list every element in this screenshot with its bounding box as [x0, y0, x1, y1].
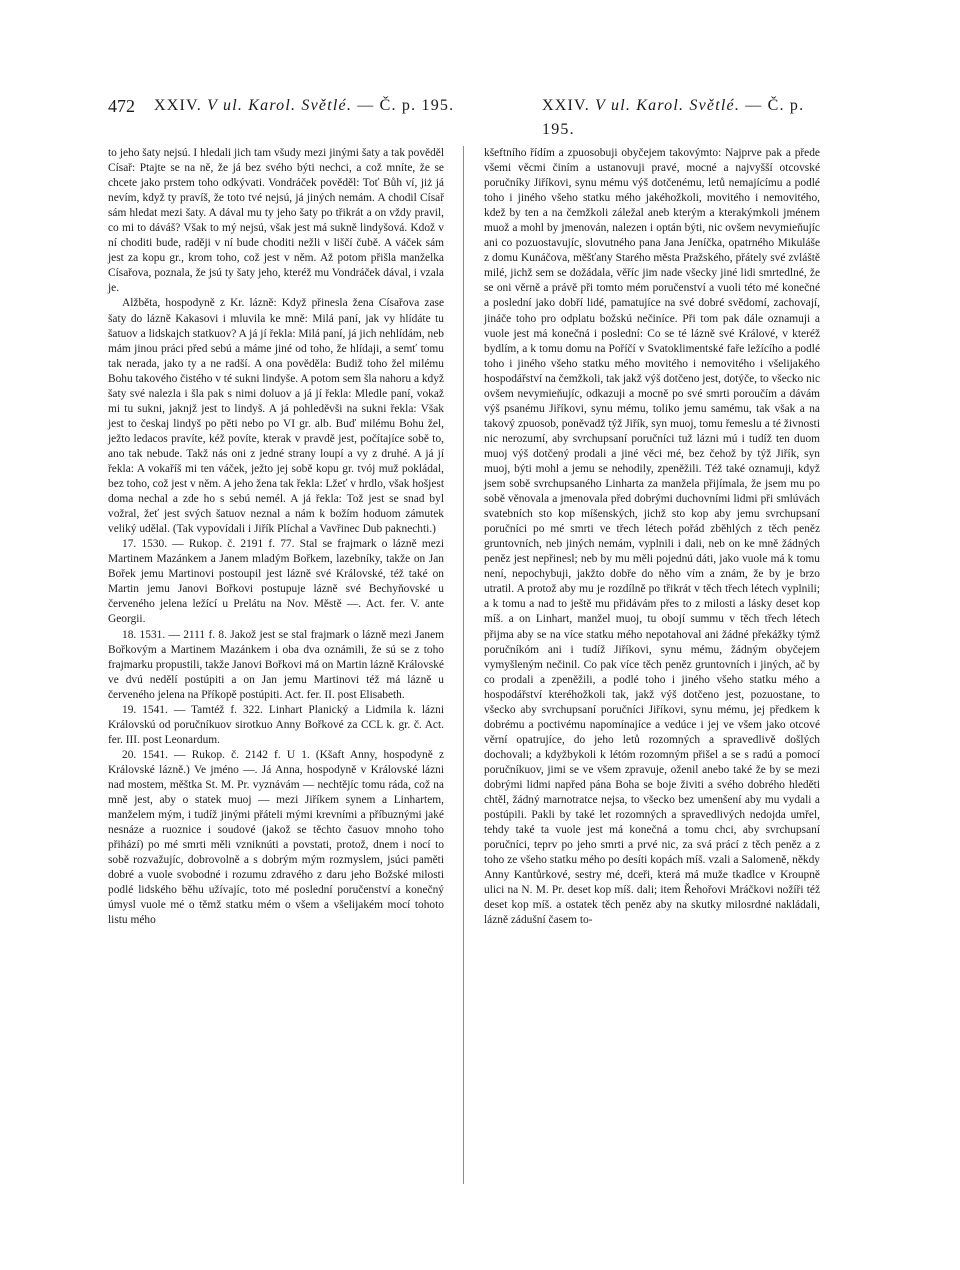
paragraph: 20. 1541. — Rukop. č. 2142 f. U 1. (Kšaft Anny, hospodyně z Královské lázně.) Ve jméno —. Já Anna, hospodyně v Královské lázni nad mostem, měštka St. M. Pr. vyznávám — nechtějíc tomu ráda, což na mně jest, aby o statek muoj — mezi Jiříkem synem a Linhartem, manželem mým, i tudíž jinými přáteli mými krevními a příbuznými jaké nesnáze a ruoznice i soudové (jakož se těchto časuov mnoho toho přihází) po mé smrti měli vzniknúti a povstati, protož, dnem i nocí to sobě rozvažujíc, dobrovolně a s dobrým mým rozmyslem, jsúci paměti dobré a vuole svobodné i rozumu zdravého z daru jeho Božské milosti podlé lidského běhu užívajíc, toto mé poslední poručenství a konečný úmysl vuole mé o těmž statku mém o všem a všelijakém mocí tohoto listu mého — [108, 748, 444, 927]
header-left-title: V ul. Karol. Světlé. — [207, 97, 353, 114]
header-left-cp: Č. p. 195. — [379, 97, 455, 114]
left-column — [108, 146, 444, 928]
paragraph: Alžběta, hospodyně z Kr. lázně: Když přinesla žena Císařova zase šaty do lázně Kakasovi i mluvila ke mně: Milá paní, jak vy hlídáte tu šatuov a lidskajch statkuov? A já jí řekla: Milá paní, já jich nehlídám, neb mám jinou práci před sebú a máme jiné od toho, že hlídaji, a semť tomu tak nerada, jako ty a ne radší. A ona pověděla: Budiž toho žel milému Bohu takového čistého v té sukni lindyše. A potom sem šla nahoru a když šaty své nalezla i šla pak s nimi doluov a já jí řekla: Mledle paní, vokaž mi tu sukni, jaknjž jest to lindyš. A já pohleděvši na sukni řekla: Však jest to českaj lindyš po pěti nebo po VI gr. alb. Buď milému Bohu žel, ježto ledacos pravíte, kéž povíte, kterak v pravdě jest, počítajíce sobě to, ano tak nebude. Takž nás oni z jedné strany loupí a vy z druhé. A já jí řekla: A vokaříš mi ten váček, ježto jej sobě kopu gr. tvój muž pokládal, bez toho, což jest v něm. A jeho žena tak řekla: Lžeť v hrdlo, však hošjest doma nechal a zde ho s sebú nemél. A já řekla: Tož jest se snad byl vožral, žeť jest svých šatuov neznal a nám k božím hoduom zámutek veliký udělal. (Tak vypovídali i Jiřík Plíchal a Vavřinec Dub paknechti.) — [108, 297, 444, 536]
header-right-dash: — — [745, 97, 763, 114]
header-left-chapter: XXIV. — [154, 97, 202, 114]
header-left — [154, 94, 454, 118]
header-right — [542, 94, 820, 142]
page-number: 472 — [108, 96, 135, 116]
paragraph: 18. 1531. — 2111 f. 8. Jakož jest se stal frajmark o lázně mezi Janem Bořkovým a Martinem Mazánkem i oba dva oznámili, že sú se z toho frajmarku propustili, takže Janovi Bořkovi má on Martin lázně Královské ve dvú nedělí postúpiti a on Jan jemu Martinovi též má lázně u červeného jelena na Příkopě postúpiti. Act. fer. II. post Elisabeth. — [108, 628, 444, 701]
running-header — [108, 94, 820, 138]
header-right-title: V ul. Karol. Světlé. — [595, 97, 741, 114]
paragraph: kšeftního řídím a zpuosobuji obyčejem takovýmto: Najprve pak a přede všemi věcmi činím a ustanovuji pravé, mocné a najvyšší otcovské poručníky Jiříkovi, synu mému výš dotčenému, letů nemajícímu a podlé toho i jiného všeho statku mého jakéhožkoli, movitého i nemovitého, kdež by ten a na čemžkoli záležal aneb kterým a kterakýmkoli jménem muož a mohl by jmenován, nalezen i optán býti, nic ovšem nevymieňujíc ani co pozuostavujíc, slovutného pana Jana Jeníčka, opatrného Mikuláše z domu Kunáčova, měšťany Starého města Pražského, přátely své zvláště milé, jichž sem se dožádala, věříc jim nade všecky jiné lidi smrtedlné, že se oni věrně a právě při tomto mém poručenství a vuoli této mé konečné a poslední jako dobří lidé, pamatujíce na své dobré svědomí, zachovají, jináče toho pro odplatu božskú nečiníce. Při tom pak dále oznamuji a vuole jest má konečná i poslední: Co se té lázně své Králové, v kteréž bydlím, a k tomu domu na Poříčí v Svatoklimentské faře ležícího a podlé toho i jiného všeho statku mého movitého i nemovitého i všelijakého hospodářství na čemžkoli, tak jakž výš dotčeno jest, dotýče, to všecko nic ovšem nevymieňujíc, odkazuji a mocně po své smrti poroučím a dávám výš psanému Jiříkovi, synu mému, toliko jemu samému, tak však a na takový zpuosob, poněvadž týž Jiřík, syn muoj, tomu řemeslu a té živnosti nic nerozumí, aby svrchupsaní poručníci tuž lázni mú i tudíž ten duom muoj výš dotčený prodali a jiné věci mé, bez čehož by týž Jiřík, syn muoj, býti mohl a jemu se nehodily, zpeněžili. Též také oznamuji, když jsem sobě svrchupsaného Linharta za manžela přijímala, že jsem mu po sobě věnovala a jmenovala před dobrými duchovními lidmi při smlúvách svatebních sto kop míšenských, jichž sto kop aby jemu svrchupsaní poručníci po mé smrti ve třech létech pořád zběhlých z těch peněz gruntovních, neb jiných nemám, vyplnili i dali, neb on ke mně žádných peněz jest nepřinesl; neb by mu měli pojednú dáti, jako vuole má k tomu není, nepochybuji, jakžto dobře do něho vím a znám, že by je brzo utratil. A protož aby mu je rozdílně po třikrát v těch třech létech vyplnili; a k tomu a nad to ještě mu přidávám přes to z milosti a lásky deset kop míš. a on Linhart, manžel muoj, tu obojí summu v těch třech létech přijma aby se na více statku mého nepotahoval ani žádné překážky týmž poručníkóm ani i tudíž Jiříkovi, synu mému, žádným obyčejem vymyšleným nečinil. Co pak více těch peněz gruntovních i jiných, ač by co prodali a zpeněžili, a podlé toho i jiného všeho statku mého a hospodářství kteréhožkoli tak, jakž výš dotčeno jest, pozuostane, to všecko aby svrchupsaní poručníci Jiříkovi, synu mému, jej předkem k dobrému a poctivému napomínajíce a vedúce i jej ve všem jako otcové věrní opatrujíce, do jeho letů rozomných a spravedlivě došlých dochovali; a kdyžbykoli k létóm rozomným přišel a se s radú a pomocí poručníkuov, jimi se ve všem zpravuje, oženil anebo také že by se mezi dobrými lidmi napřed pána Boha se boje živiti a svého dobrého hleděti chtěl, žádný marnotratce nejsa, to všecko bez umenšení aby mu vydali a postúpili. Pakli by také let rozomných a spravedlivých nedojda umřel, tehdy také ta vuole jest má konečná a tomu chci, aby svrchupsaní poručníci, teprv po jeho smrti a prvé nic, za svá prácí z těch peněz a z toho ze všeho statku mého po desíti kopách míš. vzali a Salomeně, někdy Anny Kantůrkové, sestry mé, dceři, která má muže tkadlce v Kroupně ulici na N. M. Pr. deset kop míš. dali; item Řehořovi Mráčkovi nožíři též deset kop míš. a ostatek těch peněz aby na skutky milosrdné nakládali, lázně zádušní časem to- — [484, 147, 820, 927]
header-right-chapter: XXIV. — [542, 97, 590, 114]
header-right-cp: Č. p. 195. — [542, 97, 805, 138]
header-left-dash: — — [357, 97, 375, 114]
paragraph: 19. 1541. — Tamtéž f. 322. Linhart Planický a Lidmila k. lázni Královskú od poručníkuov sirotkuo Anny Bořkové za CCL k. gr. č. Act. fer. III. post Leonardum. — [108, 703, 444, 746]
column-divider — [463, 146, 464, 1184]
paragraph: 17. 1530. — Rukop. č. 2191 f. 77. Stal se frajmark o lázně mezi Martinem Mazánkem a Janem mladým Bořkem, lazebníky, takže on Jan Bořek jemu Martinovi postoupil jest lázně své Královské, též také on Martin jemu Janovi Bořkovi postupuje lázně své Bechyňovské u červeného jelena ležící u Prelátu na Nov. Městě —. Act. fer. V. ante Georgii. — [108, 538, 444, 626]
right-column — [484, 146, 820, 928]
paragraph: to jeho šaty nejsú. I hledali jich tam všudy mezi jinými šaty a tak pověděl Císař: Ptajte se na ně, že já bez svého býti nechci, a což mníte, že se chcete jako prstem toho odkývati. Vondráček pověděl: Toť Bůh ví, jiż já nevím, když ty pravíš, že toto tvé nejsú, já jiných nemám. A chodil Císař sám hledat mezi šaty. A dával mu ty jeho šaty po třikrát a on vždy pravil, co mi to dáváš? Však to mý nejsú, však jest má sukně lindyšová. Kdož v ní choditi bude, raději v ní bude choditi nežli v liščí čubě. A váček sám jest za kopu gr., krom toho, což jest v něm. Až potom přišla manželka Císařova, poznala, že jsú ty šaty jeho, kteréž mu Vondráček dával, i vzala je. — [108, 147, 444, 295]
